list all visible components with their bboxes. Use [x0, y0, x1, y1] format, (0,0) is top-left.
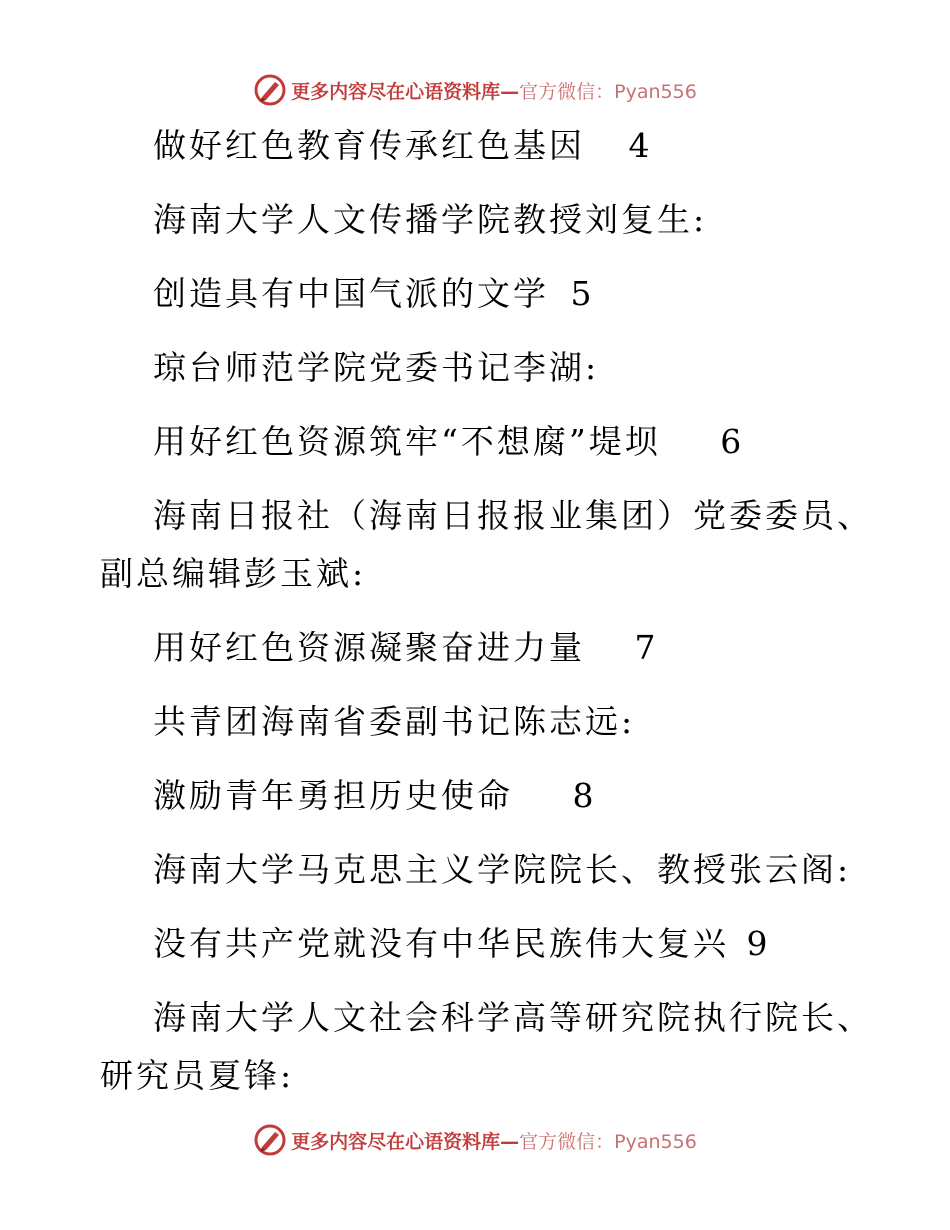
toc-entry-page: 5: [570, 274, 595, 313]
toc-entry-page: 7: [634, 628, 659, 667]
toc-author-text: 副总编辑彭玉斌:: [100, 554, 367, 593]
toc-entry-page: 4: [628, 126, 653, 165]
toc-entry-page: 6: [720, 422, 745, 461]
toc-entry-title: 用好红色资源凝聚奋进力量: [153, 628, 585, 667]
toc-entry: [153, 120, 893, 172]
toc-author: [153, 992, 893, 1044]
toc-author: [153, 194, 893, 246]
toc-entry-title: 做好红色教育传承红色基因: [153, 126, 585, 165]
toc-author-text: 研究员夏锋:: [100, 1056, 295, 1095]
toc-entry: [153, 268, 893, 320]
toc-entry-page: 9: [746, 924, 771, 963]
pen-logo-icon: [253, 1123, 287, 1157]
toc-entry-title: 没有共产党就没有中华民族伟大复兴: [153, 924, 729, 963]
toc-author: [153, 696, 893, 748]
toc-entry: [153, 770, 893, 822]
toc-entry: [153, 416, 893, 468]
pen-logo-icon: [253, 73, 287, 107]
toc-author-text: 海南大学人文传播学院教授刘复生:: [153, 200, 708, 239]
banner-text: [291, 77, 697, 104]
toc-author-text: 共青团海南省委副书记陈志远:: [153, 702, 636, 741]
toc-author-text: 琼台师范学院党委书记李湖:: [153, 348, 600, 387]
toc-entry-title: 用好红色资源筑牢“不想腐”堤坝: [153, 422, 661, 461]
toc-entry: [153, 918, 893, 970]
toc-author-text: 海南大学人文社会科学高等研究院执行院长、: [153, 998, 873, 1037]
toc-entry: [153, 622, 893, 674]
toc-author: [153, 342, 893, 394]
banner-main-text: 更多内容尽在心语资料库—: [291, 80, 520, 103]
toc-entry-page: 8: [572, 776, 597, 815]
header-banner: [0, 70, 950, 110]
toc-author: [153, 844, 893, 896]
toc-author-continued: [100, 1050, 840, 1102]
banner-wechat-text: 官方微信：Pyan556: [519, 1130, 697, 1153]
toc-entry-title: 创造具有中国气派的文学: [153, 274, 549, 313]
banner-wechat-text: 官方微信：Pyan556: [519, 80, 697, 103]
toc-entry-title: 激励青年勇担历史使命: [153, 776, 513, 815]
banner-text: [291, 1127, 697, 1154]
toc-author: [153, 490, 893, 542]
toc-author-continued: [100, 548, 840, 600]
toc-author-text: 海南日报社（海南日报报业集团）党委委员、: [153, 496, 873, 535]
banner-main-text: 更多内容尽在心语资料库—: [291, 1130, 520, 1153]
toc-author-text: 海南大学马克思主义学院院长、教授张云阁:: [153, 850, 852, 889]
footer-banner: [0, 1120, 950, 1160]
